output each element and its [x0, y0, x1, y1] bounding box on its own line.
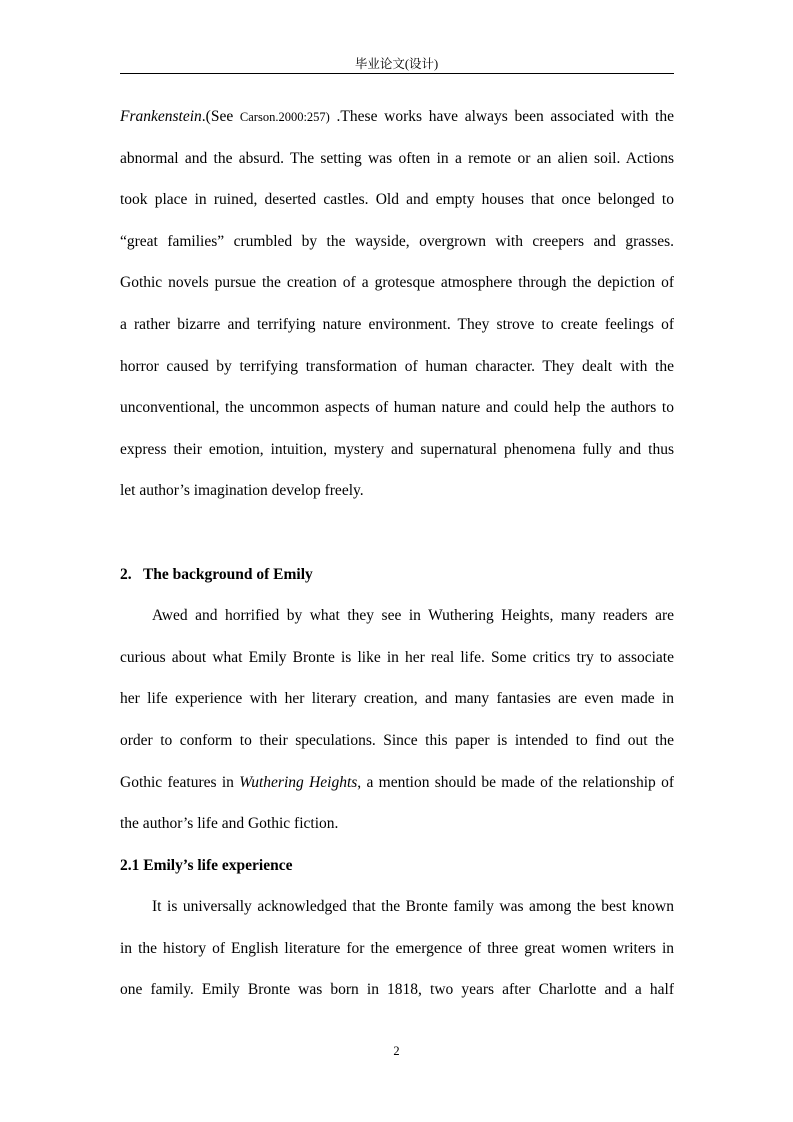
paragraph-line: a rather bizarre and terrifying nature environment. They strove to create feelings of — [120, 315, 674, 333]
paragraph-line: one family. Emily Bronte was born in 1818, two years after Charlotte and a half — [120, 981, 674, 999]
paragraph-line: her life experience with her literary creation, and many fantasies are even made in — [120, 690, 674, 708]
paragraph-line — [120, 96, 674, 138]
paragraph-line: in the history of English literature for the emergence of three great women writers in — [120, 939, 674, 957]
paragraph-line: order to conform to their speculations. Since this paper is intended to find out the — [120, 731, 674, 749]
background-paragraph — [120, 595, 674, 845]
paragraph-line: took place in ruined, deserted castles. Old and empty houses that once belonged to — [120, 191, 674, 209]
citation-prefix: .(See — [201, 108, 240, 125]
header-rule — [120, 73, 674, 74]
book-title-italic: Wuthering Heights — [239, 773, 358, 791]
paragraph-line: horror caused by terrifying transformation of human character. They dealt with the — [120, 357, 674, 375]
paragraph-line: Gothic novels pursue the creation of a grotesque atmosphere through the depiction of — [120, 274, 674, 292]
paragraph-line: Awed and horrified by what they see in Wuthering Heights, many readers are — [152, 607, 674, 625]
paragraph-line: curious about what Emily Bronte is like in her real life. Some critics try to associate — [120, 648, 674, 666]
paragraph-line: let author’s imagination develop freely. — [120, 482, 364, 500]
page-body — [120, 96, 674, 1011]
paragraph-line: “great families” crumbled by the wayside, overgrown with creepers and grasses. — [120, 232, 674, 250]
blank-line — [120, 512, 674, 554]
paragraph-line: unconventional, the uncommon aspects of human nature and could help the authors to — [120, 399, 674, 417]
intro-paragraph — [120, 96, 674, 512]
paragraph-line: abnormal and the absurd. The setting was often in a remote or an alien soil. Actions — [120, 149, 674, 167]
paragraph-line: the author’s life and Gothic fiction. — [120, 815, 339, 833]
section-heading: 2. The background of Emily — [120, 565, 313, 583]
paragraph-line: express their emotion, intuition, mystery and supernatural phenomena fully and thus — [120, 440, 674, 458]
life-experience-paragraph — [120, 886, 674, 1011]
line-text: .These works have always been associated with the — [329, 108, 674, 125]
page-number: 2 — [393, 1044, 400, 1058]
line-text: , a mention should be made of the relationship of — [357, 773, 674, 791]
line-text: Gothic features in — [120, 773, 240, 791]
paragraph-line — [120, 762, 674, 804]
book-title-italic: Frankenstein — [120, 108, 202, 125]
paragraph-line: It is universally acknowledged that the Bronte family was among the best known — [152, 898, 674, 916]
header-title: 毕业论文(设计) — [354, 57, 439, 71]
citation: Carson.2000:257) — [239, 110, 330, 124]
subsection-heading: 2.1 Emily’s life experience — [120, 856, 293, 874]
